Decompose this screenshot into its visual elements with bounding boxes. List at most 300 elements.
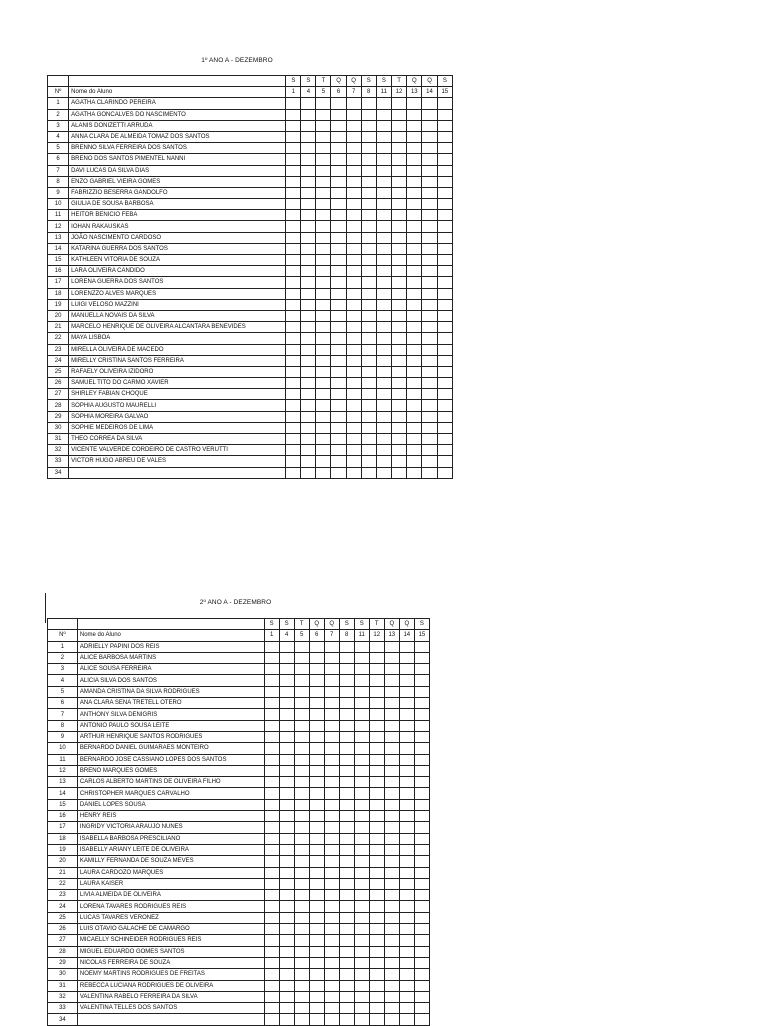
- attendance-cell[interactable]: [391, 187, 406, 198]
- attendance-cell[interactable]: [391, 366, 406, 377]
- attendance-cell[interactable]: [309, 822, 324, 833]
- attendance-cell[interactable]: [437, 288, 452, 299]
- attendance-cell[interactable]: [376, 467, 391, 478]
- attendance-cell[interactable]: [316, 266, 331, 277]
- attendance-cell[interactable]: [391, 445, 406, 456]
- attendance-cell[interactable]: [339, 991, 354, 1002]
- attendance-cell[interactable]: [309, 980, 324, 991]
- attendance-cell[interactable]: [384, 811, 399, 822]
- attendance-cell[interactable]: [399, 1003, 414, 1014]
- attendance-cell[interactable]: [361, 411, 376, 422]
- attendance-cell[interactable]: [399, 946, 414, 957]
- attendance-cell[interactable]: [369, 924, 384, 935]
- attendance-cell[interactable]: [331, 199, 346, 210]
- attendance-cell[interactable]: [324, 957, 339, 968]
- attendance-cell[interactable]: [361, 322, 376, 333]
- attendance-cell[interactable]: [346, 232, 361, 243]
- attendance-cell[interactable]: [279, 731, 294, 742]
- attendance-cell[interactable]: [346, 277, 361, 288]
- attendance-cell[interactable]: [354, 1014, 369, 1025]
- attendance-cell[interactable]: [309, 675, 324, 686]
- attendance-cell[interactable]: [361, 378, 376, 389]
- attendance-cell[interactable]: [437, 176, 452, 187]
- attendance-cell[interactable]: [279, 969, 294, 980]
- attendance-cell[interactable]: [414, 844, 429, 855]
- attendance-cell[interactable]: [407, 210, 422, 221]
- attendance-cell[interactable]: [422, 232, 437, 243]
- attendance-cell[interactable]: [354, 878, 369, 889]
- attendance-cell[interactable]: [286, 422, 301, 433]
- attendance-cell[interactable]: [414, 890, 429, 901]
- attendance-cell[interactable]: [376, 422, 391, 433]
- attendance-cell[interactable]: [399, 957, 414, 968]
- attendance-cell[interactable]: [407, 165, 422, 176]
- attendance-cell[interactable]: [316, 277, 331, 288]
- attendance-cell[interactable]: [279, 641, 294, 652]
- attendance-cell[interactable]: [354, 867, 369, 878]
- attendance-cell[interactable]: [407, 456, 422, 467]
- attendance-cell[interactable]: [361, 120, 376, 131]
- attendance-cell[interactable]: [376, 456, 391, 467]
- attendance-cell[interactable]: [309, 957, 324, 968]
- attendance-cell[interactable]: [279, 946, 294, 957]
- attendance-cell[interactable]: [331, 355, 346, 366]
- attendance-cell[interactable]: [384, 924, 399, 935]
- attendance-cell[interactable]: [316, 154, 331, 165]
- attendance-cell[interactable]: [294, 641, 309, 652]
- attendance-cell[interactable]: [391, 143, 406, 154]
- attendance-cell[interactable]: [279, 980, 294, 991]
- attendance-cell[interactable]: [399, 980, 414, 991]
- attendance-cell[interactable]: [422, 176, 437, 187]
- attendance-cell[interactable]: [384, 833, 399, 844]
- attendance-cell[interactable]: [437, 109, 452, 120]
- attendance-cell[interactable]: [264, 686, 279, 697]
- attendance-cell[interactable]: [324, 946, 339, 957]
- attendance-cell[interactable]: [264, 788, 279, 799]
- attendance-cell[interactable]: [361, 176, 376, 187]
- attendance-cell[interactable]: [316, 355, 331, 366]
- attendance-cell[interactable]: [324, 935, 339, 946]
- attendance-cell[interactable]: [399, 856, 414, 867]
- attendance-cell[interactable]: [369, 720, 384, 731]
- attendance-cell[interactable]: [361, 288, 376, 299]
- attendance-cell[interactable]: [331, 120, 346, 131]
- attendance-cell[interactable]: [354, 844, 369, 855]
- attendance-cell[interactable]: [414, 822, 429, 833]
- attendance-cell[interactable]: [422, 310, 437, 321]
- attendance-cell[interactable]: [407, 120, 422, 131]
- attendance-cell[interactable]: [422, 434, 437, 445]
- attendance-cell[interactable]: [301, 299, 316, 310]
- attendance-cell[interactable]: [376, 389, 391, 400]
- attendance-cell[interactable]: [369, 731, 384, 742]
- attendance-cell[interactable]: [422, 255, 437, 266]
- attendance-cell[interactable]: [399, 743, 414, 754]
- attendance-cell[interactable]: [437, 445, 452, 456]
- attendance-cell[interactable]: [369, 901, 384, 912]
- attendance-cell[interactable]: [309, 924, 324, 935]
- attendance-cell[interactable]: [391, 378, 406, 389]
- attendance-cell[interactable]: [264, 811, 279, 822]
- attendance-cell[interactable]: [376, 243, 391, 254]
- attendance-cell[interactable]: [339, 1014, 354, 1025]
- attendance-cell[interactable]: [294, 720, 309, 731]
- attendance-cell[interactable]: [391, 322, 406, 333]
- attendance-cell[interactable]: [391, 176, 406, 187]
- attendance-cell[interactable]: [376, 378, 391, 389]
- attendance-cell[interactable]: [346, 221, 361, 232]
- attendance-cell[interactable]: [407, 400, 422, 411]
- attendance-cell[interactable]: [361, 143, 376, 154]
- attendance-cell[interactable]: [264, 867, 279, 878]
- attendance-cell[interactable]: [346, 355, 361, 366]
- attendance-cell[interactable]: [346, 310, 361, 321]
- attendance-cell[interactable]: [264, 833, 279, 844]
- attendance-cell[interactable]: [384, 901, 399, 912]
- attendance-cell[interactable]: [399, 788, 414, 799]
- attendance-cell[interactable]: [316, 255, 331, 266]
- attendance-cell[interactable]: [279, 765, 294, 776]
- attendance-cell[interactable]: [286, 355, 301, 366]
- attendance-cell[interactable]: [309, 867, 324, 878]
- attendance-cell[interactable]: [346, 344, 361, 355]
- attendance-cell[interactable]: [316, 422, 331, 433]
- attendance-cell[interactable]: [361, 400, 376, 411]
- attendance-cell[interactable]: [339, 698, 354, 709]
- attendance-cell[interactable]: [279, 709, 294, 720]
- attendance-cell[interactable]: [301, 322, 316, 333]
- attendance-cell[interactable]: [391, 422, 406, 433]
- attendance-cell[interactable]: [437, 434, 452, 445]
- attendance-cell[interactable]: [286, 131, 301, 142]
- attendance-cell[interactable]: [422, 243, 437, 254]
- attendance-cell[interactable]: [399, 720, 414, 731]
- attendance-cell[interactable]: [279, 698, 294, 709]
- attendance-cell[interactable]: [437, 255, 452, 266]
- attendance-cell[interactable]: [301, 131, 316, 142]
- attendance-cell[interactable]: [294, 698, 309, 709]
- attendance-cell[interactable]: [384, 765, 399, 776]
- attendance-cell[interactable]: [294, 833, 309, 844]
- attendance-cell[interactable]: [384, 969, 399, 980]
- attendance-cell[interactable]: [264, 641, 279, 652]
- attendance-cell[interactable]: [339, 743, 354, 754]
- attendance-cell[interactable]: [346, 120, 361, 131]
- attendance-cell[interactable]: [384, 720, 399, 731]
- attendance-cell[interactable]: [316, 232, 331, 243]
- attendance-cell[interactable]: [384, 878, 399, 889]
- attendance-cell[interactable]: [301, 277, 316, 288]
- attendance-cell[interactable]: [309, 844, 324, 855]
- attendance-cell[interactable]: [407, 355, 422, 366]
- attendance-cell[interactable]: [316, 456, 331, 467]
- attendance-cell[interactable]: [384, 675, 399, 686]
- attendance-cell[interactable]: [264, 969, 279, 980]
- attendance-cell[interactable]: [294, 754, 309, 765]
- attendance-cell[interactable]: [414, 833, 429, 844]
- attendance-cell[interactable]: [294, 969, 309, 980]
- attendance-cell[interactable]: [422, 120, 437, 131]
- attendance-cell[interactable]: [437, 299, 452, 310]
- attendance-cell[interactable]: [331, 333, 346, 344]
- attendance-cell[interactable]: [407, 422, 422, 433]
- attendance-cell[interactable]: [324, 641, 339, 652]
- attendance-cell[interactable]: [294, 652, 309, 663]
- attendance-cell[interactable]: [391, 288, 406, 299]
- attendance-cell[interactable]: [391, 210, 406, 221]
- attendance-cell[interactable]: [376, 131, 391, 142]
- attendance-cell[interactable]: [346, 467, 361, 478]
- attendance-cell[interactable]: [339, 912, 354, 923]
- attendance-cell[interactable]: [301, 422, 316, 433]
- attendance-cell[interactable]: [339, 980, 354, 991]
- attendance-cell[interactable]: [384, 856, 399, 867]
- attendance-cell[interactable]: [301, 467, 316, 478]
- attendance-cell[interactable]: [369, 844, 384, 855]
- attendance-cell[interactable]: [294, 946, 309, 957]
- attendance-cell[interactable]: [369, 946, 384, 957]
- attendance-cell[interactable]: [437, 389, 452, 400]
- attendance-cell[interactable]: [301, 310, 316, 321]
- attendance-cell[interactable]: [286, 120, 301, 131]
- attendance-cell[interactable]: [346, 243, 361, 254]
- attendance-cell[interactable]: [376, 187, 391, 198]
- attendance-cell[interactable]: [331, 109, 346, 120]
- attendance-cell[interactable]: [301, 165, 316, 176]
- attendance-cell[interactable]: [264, 957, 279, 968]
- attendance-cell[interactable]: [422, 266, 437, 277]
- attendance-cell[interactable]: [286, 366, 301, 377]
- attendance-cell[interactable]: [279, 675, 294, 686]
- attendance-cell[interactable]: [414, 901, 429, 912]
- attendance-cell[interactable]: [301, 232, 316, 243]
- attendance-cell[interactable]: [407, 98, 422, 109]
- attendance-cell[interactable]: [316, 411, 331, 422]
- attendance-cell[interactable]: [354, 765, 369, 776]
- attendance-cell[interactable]: [279, 1003, 294, 1014]
- attendance-cell[interactable]: [331, 98, 346, 109]
- attendance-cell[interactable]: [316, 199, 331, 210]
- attendance-cell[interactable]: [407, 277, 422, 288]
- attendance-cell[interactable]: [422, 187, 437, 198]
- attendance-cell[interactable]: [399, 878, 414, 889]
- attendance-cell[interactable]: [384, 652, 399, 663]
- attendance-cell[interactable]: [361, 187, 376, 198]
- attendance-cell[interactable]: [391, 120, 406, 131]
- attendance-cell[interactable]: [309, 799, 324, 810]
- attendance-cell[interactable]: [331, 467, 346, 478]
- attendance-cell[interactable]: [264, 924, 279, 935]
- attendance-cell[interactable]: [346, 445, 361, 456]
- attendance-cell[interactable]: [309, 777, 324, 788]
- attendance-cell[interactable]: [407, 411, 422, 422]
- attendance-cell[interactable]: [391, 355, 406, 366]
- attendance-cell[interactable]: [376, 344, 391, 355]
- attendance-cell[interactable]: [414, 641, 429, 652]
- attendance-cell[interactable]: [354, 652, 369, 663]
- attendance-cell[interactable]: [391, 199, 406, 210]
- attendance-cell[interactable]: [309, 811, 324, 822]
- attendance-cell[interactable]: [369, 856, 384, 867]
- attendance-cell[interactable]: [407, 288, 422, 299]
- attendance-cell[interactable]: [361, 277, 376, 288]
- attendance-cell[interactable]: [286, 109, 301, 120]
- attendance-cell[interactable]: [399, 799, 414, 810]
- attendance-cell[interactable]: [376, 143, 391, 154]
- attendance-cell[interactable]: [437, 187, 452, 198]
- attendance-cell[interactable]: [264, 709, 279, 720]
- attendance-cell[interactable]: [286, 288, 301, 299]
- attendance-cell[interactable]: [316, 210, 331, 221]
- attendance-cell[interactable]: [286, 322, 301, 333]
- attendance-cell[interactable]: [376, 288, 391, 299]
- attendance-cell[interactable]: [399, 675, 414, 686]
- attendance-cell[interactable]: [316, 243, 331, 254]
- attendance-cell[interactable]: [361, 199, 376, 210]
- attendance-cell[interactable]: [354, 799, 369, 810]
- attendance-cell[interactable]: [331, 232, 346, 243]
- attendance-cell[interactable]: [376, 333, 391, 344]
- attendance-cell[interactable]: [391, 266, 406, 277]
- attendance-cell[interactable]: [437, 266, 452, 277]
- attendance-cell[interactable]: [384, 709, 399, 720]
- attendance-cell[interactable]: [361, 255, 376, 266]
- attendance-cell[interactable]: [376, 176, 391, 187]
- attendance-cell[interactable]: [354, 856, 369, 867]
- attendance-cell[interactable]: [346, 411, 361, 422]
- attendance-cell[interactable]: [384, 935, 399, 946]
- attendance-cell[interactable]: [339, 935, 354, 946]
- attendance-cell[interactable]: [331, 221, 346, 232]
- attendance-cell[interactable]: [414, 720, 429, 731]
- attendance-cell[interactable]: [346, 400, 361, 411]
- attendance-cell[interactable]: [339, 844, 354, 855]
- attendance-cell[interactable]: [384, 822, 399, 833]
- attendance-cell[interactable]: [414, 957, 429, 968]
- attendance-cell[interactable]: [391, 400, 406, 411]
- attendance-cell[interactable]: [376, 411, 391, 422]
- attendance-cell[interactable]: [331, 400, 346, 411]
- attendance-cell[interactable]: [301, 456, 316, 467]
- attendance-cell[interactable]: [369, 675, 384, 686]
- attendance-cell[interactable]: [264, 991, 279, 1002]
- attendance-cell[interactable]: [354, 912, 369, 923]
- attendance-cell[interactable]: [399, 754, 414, 765]
- attendance-cell[interactable]: [309, 856, 324, 867]
- attendance-cell[interactable]: [422, 154, 437, 165]
- attendance-cell[interactable]: [369, 743, 384, 754]
- attendance-cell[interactable]: [294, 901, 309, 912]
- attendance-cell[interactable]: [339, 867, 354, 878]
- attendance-cell[interactable]: [391, 467, 406, 478]
- attendance-cell[interactable]: [301, 98, 316, 109]
- attendance-cell[interactable]: [331, 456, 346, 467]
- attendance-cell[interactable]: [346, 154, 361, 165]
- attendance-cell[interactable]: [316, 434, 331, 445]
- attendance-cell[interactable]: [339, 652, 354, 663]
- attendance-cell[interactable]: [301, 355, 316, 366]
- attendance-cell[interactable]: [346, 288, 361, 299]
- attendance-cell[interactable]: [279, 833, 294, 844]
- attendance-cell[interactable]: [301, 400, 316, 411]
- attendance-cell[interactable]: [301, 187, 316, 198]
- attendance-cell[interactable]: [414, 867, 429, 878]
- attendance-cell[interactable]: [414, 980, 429, 991]
- attendance-cell[interactable]: [294, 912, 309, 923]
- attendance-cell[interactable]: [354, 743, 369, 754]
- attendance-cell[interactable]: [331, 266, 346, 277]
- attendance-cell[interactable]: [324, 664, 339, 675]
- attendance-cell[interactable]: [407, 243, 422, 254]
- attendance-cell[interactable]: [399, 935, 414, 946]
- attendance-cell[interactable]: [361, 355, 376, 366]
- attendance-cell[interactable]: [279, 957, 294, 968]
- attendance-cell[interactable]: [264, 980, 279, 991]
- attendance-cell[interactable]: [286, 187, 301, 198]
- attendance-cell[interactable]: [264, 664, 279, 675]
- attendance-cell[interactable]: [279, 890, 294, 901]
- attendance-cell[interactable]: [354, 1003, 369, 1014]
- attendance-cell[interactable]: [422, 445, 437, 456]
- attendance-cell[interactable]: [437, 98, 452, 109]
- attendance-cell[interactable]: [354, 698, 369, 709]
- attendance-cell[interactable]: [369, 686, 384, 697]
- attendance-cell[interactable]: [369, 788, 384, 799]
- attendance-cell[interactable]: [361, 366, 376, 377]
- attendance-cell[interactable]: [346, 176, 361, 187]
- attendance-cell[interactable]: [369, 822, 384, 833]
- attendance-cell[interactable]: [391, 277, 406, 288]
- attendance-cell[interactable]: [286, 344, 301, 355]
- attendance-cell[interactable]: [384, 731, 399, 742]
- attendance-cell[interactable]: [399, 641, 414, 652]
- attendance-cell[interactable]: [331, 366, 346, 377]
- attendance-cell[interactable]: [331, 411, 346, 422]
- attendance-cell[interactable]: [391, 255, 406, 266]
- attendance-cell[interactable]: [361, 344, 376, 355]
- attendance-cell[interactable]: [346, 299, 361, 310]
- attendance-cell[interactable]: [376, 109, 391, 120]
- attendance-cell[interactable]: [264, 935, 279, 946]
- attendance-cell[interactable]: [422, 277, 437, 288]
- attendance-cell[interactable]: [316, 378, 331, 389]
- attendance-cell[interactable]: [346, 322, 361, 333]
- attendance-cell[interactable]: [361, 299, 376, 310]
- attendance-cell[interactable]: [376, 434, 391, 445]
- attendance-cell[interactable]: [279, 924, 294, 935]
- attendance-cell[interactable]: [316, 344, 331, 355]
- attendance-cell[interactable]: [309, 912, 324, 923]
- attendance-cell[interactable]: [346, 266, 361, 277]
- attendance-cell[interactable]: [324, 901, 339, 912]
- attendance-cell[interactable]: [331, 445, 346, 456]
- attendance-cell[interactable]: [309, 720, 324, 731]
- attendance-cell[interactable]: [354, 957, 369, 968]
- attendance-cell[interactable]: [339, 664, 354, 675]
- attendance-cell[interactable]: [346, 187, 361, 198]
- attendance-cell[interactable]: [301, 411, 316, 422]
- attendance-cell[interactable]: [324, 731, 339, 742]
- attendance-cell[interactable]: [324, 980, 339, 991]
- attendance-cell[interactable]: [391, 154, 406, 165]
- attendance-cell[interactable]: [369, 991, 384, 1002]
- attendance-cell[interactable]: [301, 266, 316, 277]
- attendance-cell[interactable]: [361, 266, 376, 277]
- attendance-cell[interactable]: [309, 686, 324, 697]
- attendance-cell[interactable]: [407, 310, 422, 321]
- attendance-cell[interactable]: [422, 131, 437, 142]
